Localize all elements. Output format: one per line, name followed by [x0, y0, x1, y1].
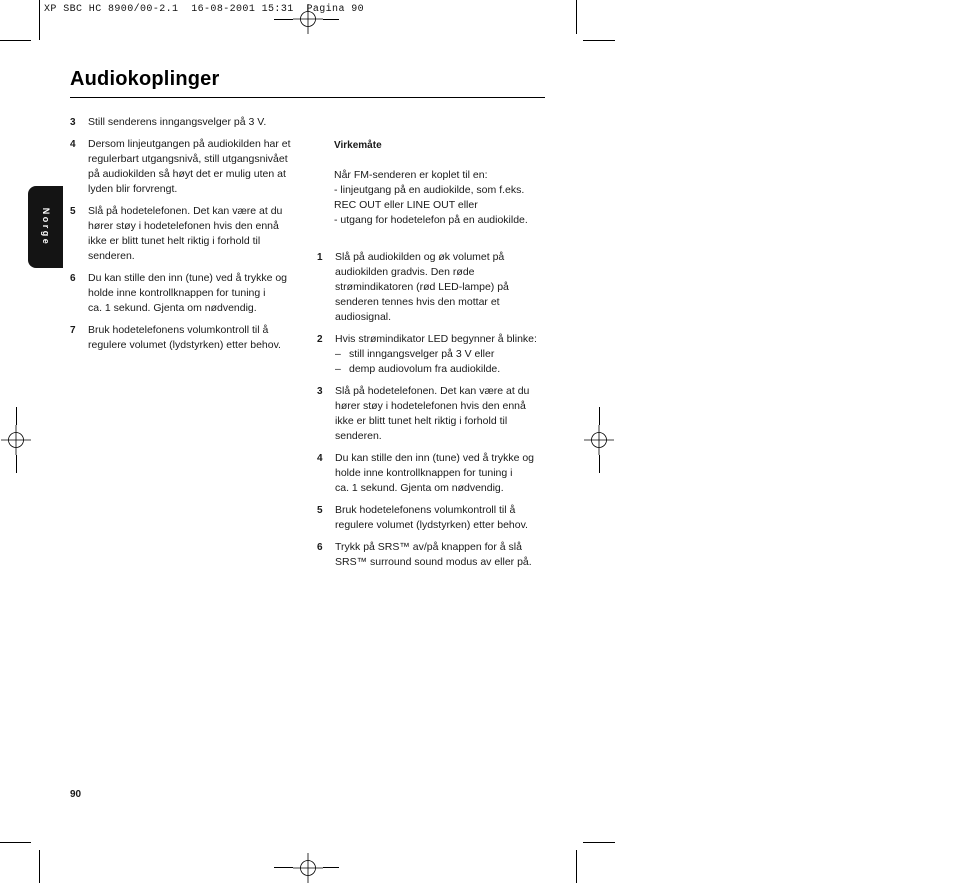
step-item [317, 250, 549, 325]
crop-mark-bottom-right-horizontal [583, 842, 615, 843]
crop-mark-top-left-horizontal [0, 40, 31, 41]
step-item [70, 115, 302, 130]
registration-line-left-vertical [16, 407, 17, 425]
list-item-text: still inngangsvelger på 3 V eller [349, 348, 495, 360]
step-text: Dersom linjeutgangen på audiokilden har et regulerbart utgangsnivå, still utgangsnivået på audiokilden så høyt det er mulig uten at lyden blir forvrengt. [88, 138, 291, 195]
registration-mark-top-icon [293, 4, 323, 34]
step-text: Slå på hodetelefonen. Det kan være at du hører støy i hodetelefonen hvis den ennå ikke er blitt tunet helt riktig i forhold til senderen. [88, 205, 283, 262]
step-text: Slå på audiokilden og øk volumet på audiokilden gradvis. Den røde strømindikatoren (rød LED-lampe) på senderen tennes hvis den mottar et audiosignal. [335, 251, 509, 323]
step-number: 3 [317, 386, 323, 397]
page-title: Audiokoplinger [70, 68, 220, 90]
title-divider [70, 97, 545, 98]
step-text: Bruk hodetelefonens volumkontroll til å regulere volumet (lydstyrken) etter behov. [335, 504, 528, 531]
language-side-tab [28, 186, 63, 268]
section-heading: Virkemåte [334, 140, 382, 151]
intro-text: Når FM-senderen er koplet til en: - linjeutgang på en audiokilde, som f.eks. REC OUT eller LINE OUT eller - utgang for hodetelefon på en audiokilde. [334, 169, 528, 226]
step-text: Still senderens inngangsvelger på 3 V. [88, 116, 267, 128]
step-number: 5 [317, 505, 323, 516]
dash-mark: – [335, 348, 341, 360]
registration-line-top-left [274, 19, 293, 20]
list-item-text: demp audiovolum fra audiokilde. [349, 363, 501, 375]
bullet-list [335, 347, 549, 377]
crop-mark-top-right-vertical [576, 0, 577, 34]
registration-line-left-vertical-lower [16, 455, 17, 473]
step-body [335, 332, 549, 377]
step-item [317, 540, 549, 570]
step-text: Hvis strømindikator LED begynner å blinke: [335, 333, 537, 345]
crop-mark-bottom-right-vertical [576, 850, 577, 883]
step-item [317, 332, 549, 377]
registration-line-bottom-left [274, 867, 293, 868]
side-tab-label: Norge [40, 207, 51, 247]
registration-mark-left-icon [1, 425, 31, 455]
step-number: 7 [70, 325, 76, 336]
right-column [317, 123, 549, 577]
registration-mark-bottom-icon [293, 853, 323, 883]
step-text: Bruk hodetelefonens volumkontroll til å regulere volumet (lydstyrken) etter behov. [88, 324, 281, 351]
step-number: 4 [317, 453, 323, 464]
step-item [70, 323, 302, 353]
list-item [335, 362, 549, 377]
registration-mark-right-icon [584, 425, 614, 455]
step-text: Slå på hodetelefonen. Det kan være at du hører støy i hodetelefonen hvis den ennå ikke er blitt tunet helt riktig i forhold til senderen. [335, 385, 530, 442]
step-number: 5 [70, 206, 76, 217]
registration-line-bottom-right [323, 867, 339, 868]
step-text: Du kan stille den inn (tune) ved å trykke og holde inne kontrollknappen for tuning i ca. 1 sekund. Gjenta om nødvendig. [335, 452, 535, 494]
step-text: Trykk på SRS™ av/på knappen for å slå SRS™ surround sound modus av eller på. [335, 541, 532, 568]
registration-line-top-right [323, 19, 339, 20]
step-number: 1 [317, 252, 323, 263]
registration-line-right-vertical [599, 407, 600, 425]
step-text: Du kan stille den inn (tune) ved å trykke og holde inne kontrollknappen for tuning i ca. 1 sekund. Gjenta om nødvendig. [88, 272, 288, 314]
step-number: 6 [70, 273, 76, 284]
page-number: 90 [70, 789, 82, 800]
step-item [317, 451, 549, 496]
step-item [317, 384, 549, 444]
step-item [70, 271, 302, 316]
step-item [70, 137, 302, 197]
registration-line-right-vertical-lower [599, 455, 600, 473]
dash-mark: – [335, 363, 341, 375]
crop-mark-bottom-left-vertical [39, 850, 40, 883]
step-item [70, 204, 302, 264]
step-number: 3 [70, 117, 76, 128]
crop-mark-top-left-vertical [39, 0, 40, 40]
step-item [317, 503, 549, 533]
crop-mark-bottom-left-horizontal [0, 842, 31, 843]
step-number: 6 [317, 542, 323, 553]
crop-mark-top-right-horizontal [583, 40, 615, 41]
intro-block [317, 123, 549, 243]
step-number: 4 [70, 139, 76, 150]
print-header: XP SBC HC 8900/00-2.1 16-08-2001 15:31 Pagina 90 [44, 4, 365, 15]
list-item [335, 347, 549, 362]
step-number: 2 [317, 334, 323, 345]
left-column [70, 115, 302, 360]
